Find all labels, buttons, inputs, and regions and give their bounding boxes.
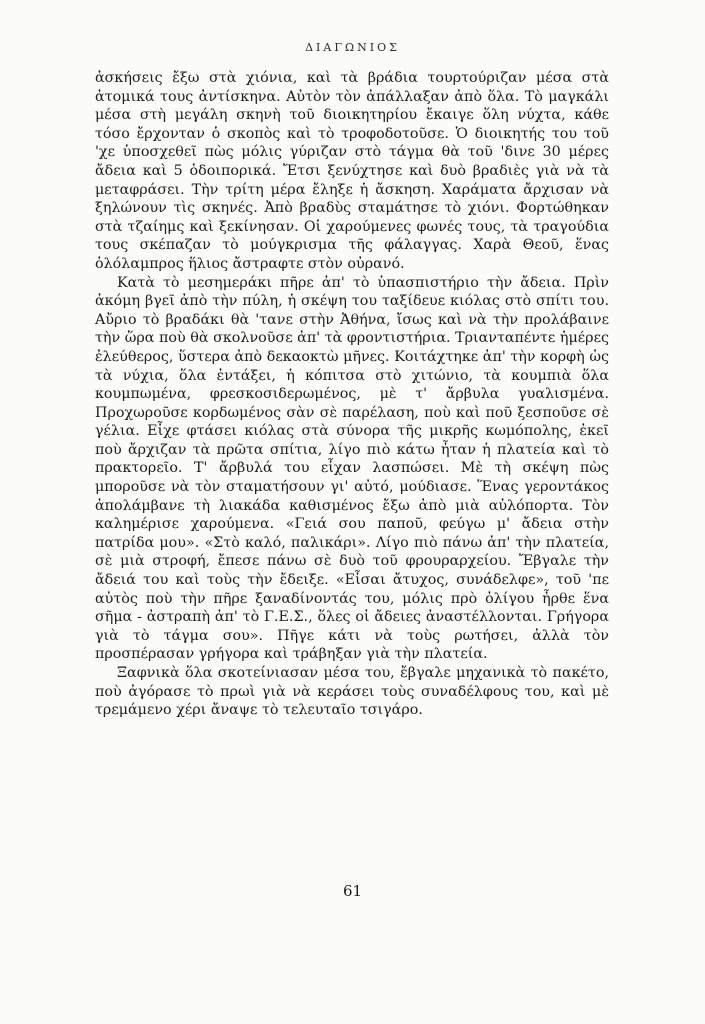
page-number: 61 [342, 882, 363, 900]
paragraph: Ξαφνικὰ ὅλα σκοτείνιασαν μέσα του, ἔβγαλε μηχανικὰ τὸ πακέτο, ποὺ ἀγόρασε τὸ πρωὶ γιὰ νὰ κεράσει τοὺς συναδέλφους του, καὶ μὲ τρεμάμενο χέρι ἄναψε τὸ τελευταῖο τσιγάρο. [95, 665, 609, 719]
paragraph: Κατὰ τὸ μεσημεράκι πῆρε ἀπ' τὸ ὑπασπιστήριο τὴν ἄδεια. Πρὶν ἀκόμη βγεῖ ἀπὸ τὴν πύλη, ἡ σκέψη του ταξίδευε κιόλας στὸ σπίτι του. Αὔριο τὸ βραδάκι θὰ 'τανε στὴν Ἀθήνα, ἴσως καὶ νὰ τὴν προλάβαινε τὴν ὥρα ποὺ θὰ σκολνοῦσε ἀπ' τὰ φροντιστήρια. Τριανταπέντε ἡμέρες ἐλεύθερος, ὕστερα ἀπὸ δεκαοκτὼ μῆνες. Κοιτάχτηκε ἀπ' τὴν κορφὴ ὡς τὰ νύχια, ὅλα ἐντάξει, ἡ κόπιτσα στὸ χιτώνιο, τὰ κουμπιὰ ὅλα κουμπωμένα, φρεσκοσιδερωμένος, μὲ τ' ἄρβυλα γυαλισμένα. Προχωροῦσε κορδωμένος σὰν σὲ παρέλαση, ποὺ καὶ ποῦ ξεσποῦσε σὲ γέλια. Εἶχε φτάσει κιόλας στὰ σύνορα τῆς μικρῆς κωμόπολης, ἐκεῖ ποὺ ἄρχιζαν τὰ πρῶτα σπίτια, λίγο πιὸ κάτω ἦταν ἡ πλατεία καὶ τὸ πρακτορεῖο. Τ' ἄρβυλά του εἶχαν λασπώσει. Μὲ τὴ σκέψη πὼς μποροῦσε νὰ τὸν σταματήσουν γι' αὐτό, μούδιασε. Ἕνας γεροντάκος ἀπολάμβανε τὴ λιακάδα καθισμένος ἔξω ἀπὸ μιὰ αὐλόπορτα. Τὸν καλημέρισε χαρούμενα. «Γειά σου παποῦ, φεύγω μ' ἄδεια στὴν πατρίδα μου». «Στὸ καλό, παλικάρι». Λίγο πιὸ πάνω ἀπ' τὴν πλατεία, σὲ μιὰ στροφή, ἔπεσε πάνω σὲ δυὸ τοῦ φρουραρχείου. Ἔβγαλε τὴν ἄδειά του καὶ τοὺς τὴν ἔδειξε. «Εἶσαι ἄτυχος, συνάδελφε», τοῦ 'πε αὐτὸς ποὺ τὴν πῆρε ξαναδίνοντάς του, μόλις πρὸ ὀλίγου ἦρθε ἕνα σῆμα - ἀστραπὴ ἀπ' τὸ Γ.Ε.Σ., ὅλες οἱ ἄδειες ἀναστέλλονται. Γρήγορα γιὰ τὸ τάγμα σου». Πῆγε κάτι νὰ τοὺς ρωτήσει, ἀλλὰ τὸν προσπέρασαν γρήγορα καὶ τράβηξαν γιὰ τὴν πλατεία. [95, 274, 609, 663]
paragraph-continued: ἀσκήσεις ἔξω στὰ χιόνια, καὶ τὰ βράδια τουρτούριζαν μέσα στὰ ἀτομικά τους ἀντίσκηνα. Αὐτὸν τὸν ἀπάλλαξαν ἀπὸ ὅλα. Τὸ μαγκάλι μέσα στὴ μεγάλη σκηνὴ τοῦ διοικητηρίου ἔκαιγε ὅλη νύχτα, κάθε τόσο ἔρχονταν ὁ σκοπὸς καὶ τὸ τροφοδοτοῦσε. Ὁ διοικητής του τοῦ 'χε ὑποσχεθεῖ πὼς μόλις γύριζαν στὸ τάγμα θὰ τοῦ 'δινε 30 μέρες ἄδεια καὶ 5 ὁδοιπορικά. Ἔτσι ξενύχτησε καὶ δυὸ βραδιὲς γιὰ νὰ τὰ μεταφράσει. Τὴν τρίτη μέρα ἔληξε ἡ ἄσκηση. Χαράματα ἄρχισαν νὰ ξηλώνουν τὶς σκηνές. Ἀπὸ βραδὺς σταμάτησε τὸ χιόνι. Φορτώθηκαν στὰ τζαίημς καὶ ξεκίνησαν. Οἱ χαρούμενες φωνές τους, τὰ τραγούδια τους σκέπαζαν τὸ μούγκρισμα τῆς φάλαγγας. Χαρὰ Θεοῦ, ἕνας ὁλόλαμπρος ἥλιος ἄστραφτε στὸν οὐρανό. [95, 70, 609, 272]
body-text [95, 69, 609, 720]
running-head: ΔΙΑΓΩΝΙΟΣ [305, 41, 400, 54]
